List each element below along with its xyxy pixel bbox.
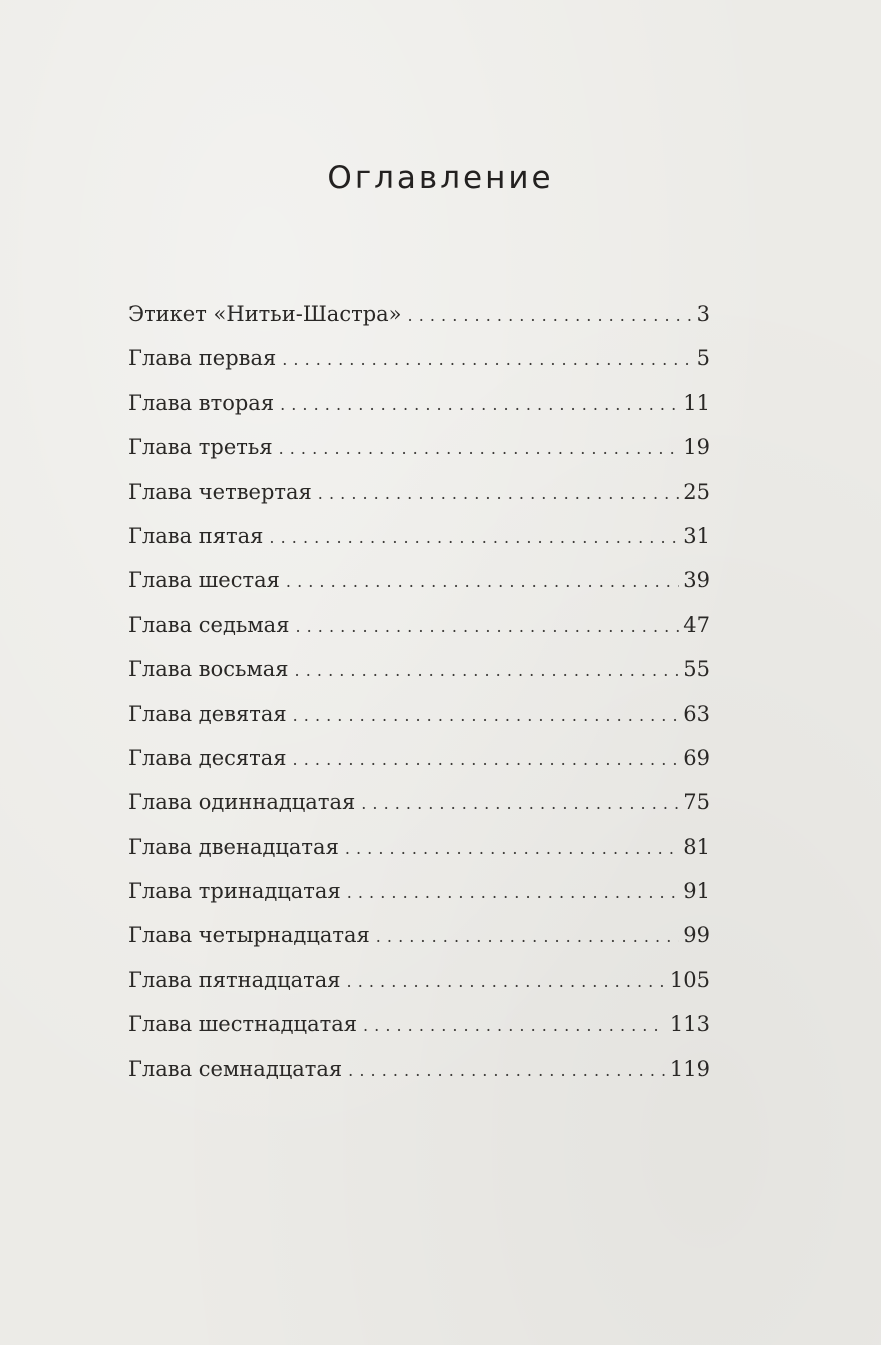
toc-page-number: 69 [683,745,710,770]
toc-entry-title: Глава пятнадцатая [128,967,341,992]
toc-page-number: 99 [683,923,710,948]
toc-entry-title: Глава первая [128,346,277,371]
toc-page-number: 11 [683,390,710,415]
toc-entry-title: Глава восьмая [128,657,289,682]
toc-entry[interactable] [128,780,710,824]
dot-leader [295,605,679,649]
toc-page-number: 119 [669,1056,710,1081]
toc-entry[interactable] [128,736,710,780]
toc-page-number: 63 [683,701,710,726]
toc-entry-title: Глава седьмая [128,612,290,637]
dot-leader [286,560,679,604]
toc-entry-title: Глава четырнадцатая [128,923,370,948]
toc-entry-title: Глава двенадцатая [128,834,339,859]
toc-entry-title: Глава четвертая [128,479,312,504]
toc-entry[interactable] [128,470,710,514]
toc-entry[interactable] [128,425,710,469]
toc-heading: Оглавление [327,160,554,196]
dot-leader [293,694,680,738]
toc-entry[interactable] [128,692,710,736]
dot-leader [408,294,693,338]
dot-leader [293,738,680,782]
toc-entry-title: Глава девятая [128,701,287,726]
toc-entry-title: Глава одиннадцатая [128,790,356,815]
toc-page-number: 5 [696,346,710,371]
toc-entry-title: Глава десятая [128,745,287,770]
toc-entry[interactable] [128,292,710,336]
dot-leader [376,915,680,959]
toc-entry[interactable] [128,1047,710,1091]
toc-page-number: 31 [683,523,710,548]
dot-leader [280,383,679,427]
toc-page-number: 105 [669,967,710,992]
dot-leader [361,782,679,826]
toc-page-number: 25 [683,479,710,504]
toc-entry[interactable] [128,825,710,869]
toc-entry-title: Глава тринадцатая [128,879,341,904]
toc-entry-title: Этикет «Нитьи-Шастра» [128,302,402,326]
toc-entry[interactable] [128,647,710,691]
toc-entry[interactable] [128,913,710,957]
toc-page-number: 91 [683,879,710,904]
dot-leader [318,472,679,516]
toc-page-number: 47 [683,612,710,637]
dot-leader [363,1004,666,1048]
toc-entry[interactable] [128,603,710,647]
toc-entry-title: Глава пятая [128,523,264,548]
toc-page-number: 113 [669,1012,710,1037]
toc-page-number: 81 [683,834,710,859]
toc-entry-title: Глава третья [128,435,273,460]
table-of-contents [128,292,710,1091]
toc-page-number: 55 [683,657,710,682]
toc-page-number: 19 [683,435,710,460]
dot-leader [295,649,680,693]
dot-leader [345,827,679,871]
dot-leader [347,871,680,915]
toc-entry-title: Глава семнадцатая [128,1056,343,1081]
toc-page-number: 39 [683,568,710,593]
toc-entry[interactable] [128,869,710,913]
toc-entry[interactable] [128,1002,710,1046]
toc-entry-title: Глава шестая [128,568,280,593]
toc-page-number: 75 [683,790,710,815]
toc-entry-title: Глава вторая [128,390,275,415]
dot-leader [348,1049,666,1093]
dot-leader [279,427,680,471]
toc-entry[interactable] [128,514,710,558]
toc-page-number: 3 [696,302,710,326]
dot-leader [347,960,666,1004]
toc-entry[interactable] [128,558,710,602]
toc-entry[interactable] [128,381,710,425]
dot-leader [269,516,679,560]
toc-entry[interactable] [128,336,710,380]
toc-entry[interactable] [128,958,710,1002]
toc-entry-title: Глава шестнадцатая [128,1012,357,1037]
dot-leader [282,338,692,382]
